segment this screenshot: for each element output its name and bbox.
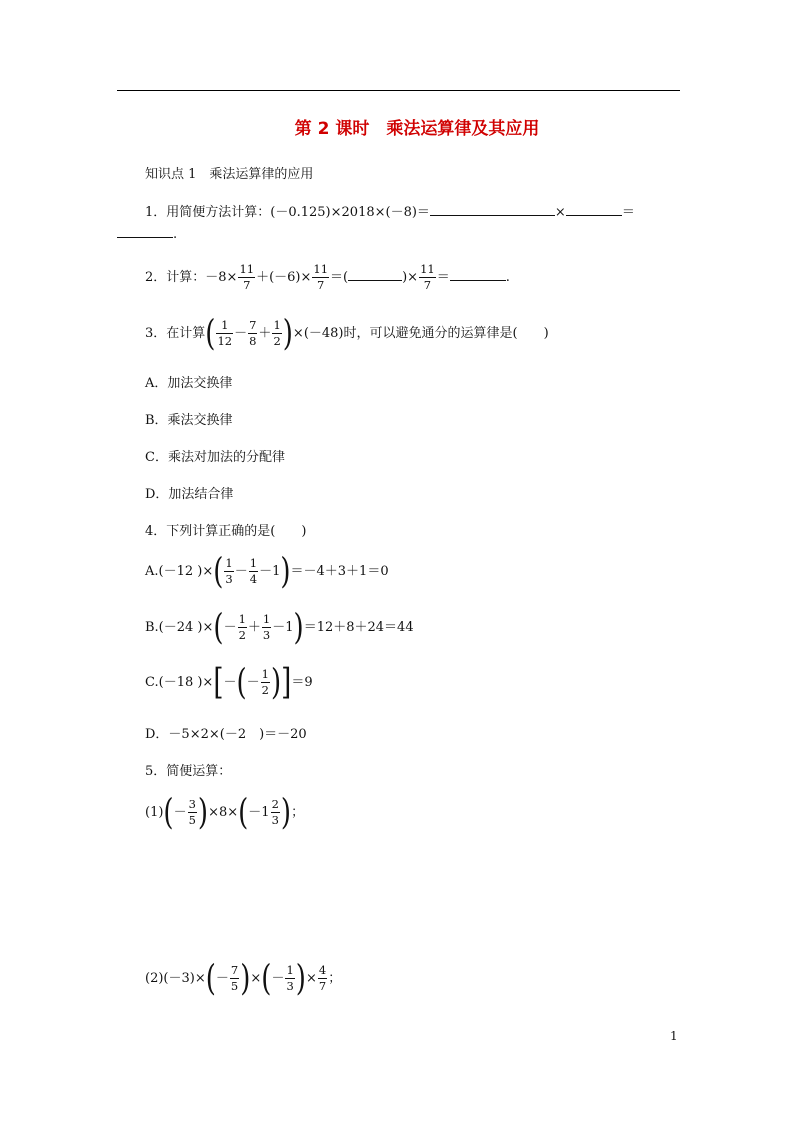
right-paren: ) xyxy=(293,607,304,648)
right-paren: ) xyxy=(280,551,291,592)
fraction: $\frac{1}{3}$ xyxy=(262,612,271,642)
fraction: $\frac{1}{2}$ xyxy=(261,667,269,697)
answer-blank[interactable] xyxy=(566,205,622,216)
question-3: 3．在计算( $\frac{1}{12}$ － $\frac{7}{8}$ ＋ $\frac{1}{2}$ )×(－48)时，可以避免通分的运算律是( ) xyxy=(145,313,549,354)
fraction: $\frac{11}{7}$ xyxy=(313,262,329,292)
answer-blank[interactable] xyxy=(450,270,506,281)
left-paren: ( xyxy=(236,662,247,703)
option-4c: C.(－18 )×[－(－ $\frac{1}{2}$ )]＝9 xyxy=(145,662,313,703)
question-5: 5．简便运算： xyxy=(145,764,232,779)
option-4d: D．－5×2×(－2 )＝－20 xyxy=(145,727,307,742)
option-a: A．加法交换律 xyxy=(145,376,233,391)
question-4: 4．下列计算正确的是( ) xyxy=(145,524,307,539)
option-c: C．乘法对加法的分配律 xyxy=(145,450,285,465)
option-d: D．加法结合律 xyxy=(145,487,234,502)
header-rule xyxy=(117,90,680,91)
right-paren: ) xyxy=(280,792,292,833)
left-paren: ( xyxy=(238,792,249,833)
section-heading: 知识点 1 乘法运算律的应用 xyxy=(145,167,314,182)
fraction: $\frac{1}{3}$ xyxy=(286,963,294,993)
left-paren: ( xyxy=(205,958,216,999)
option-4b: B.(－24 )×(－ $\frac{1}{2}$ ＋ $\frac{1}{3}$ －1)＝12＋8＋24＝44 xyxy=(145,607,414,648)
question-5-part-1: (1)(－ $\frac{3}{5}$ )×8×(－1 $\frac{2}{3}$ )； xyxy=(145,792,305,833)
left-paren: ( xyxy=(213,551,224,592)
fraction: $\frac{1}{2}$ xyxy=(238,612,246,642)
fraction: $\frac{1}{12}$ xyxy=(217,318,233,348)
question-2: 2．计算：－8× $\frac{11}{7}$ ＋(－6)× $\frac{11}{7}$ ＝( )× $\frac{11}{7}$ ＝ . xyxy=(145,262,510,292)
right-paren: ) xyxy=(282,313,293,354)
fraction: $\frac{1}{2}$ xyxy=(273,318,281,348)
fraction: $\frac{11}{7}$ xyxy=(420,262,435,292)
left-bracket: [ xyxy=(213,662,224,703)
left-paren: ( xyxy=(205,313,216,354)
left-paren: ( xyxy=(213,607,224,648)
right-paren: ) xyxy=(240,958,251,999)
answer-blank[interactable] xyxy=(348,270,402,281)
fraction: $\frac{7}{5}$ xyxy=(230,963,239,993)
question-5-part-2: (2)(－3)×(－ $\frac{7}{5}$ )×(－ $\frac{1}{3}$ )× $\frac{4}{7}$ ； xyxy=(145,958,342,999)
right-paren: ) xyxy=(197,792,209,833)
right-bracket: ] xyxy=(281,662,292,703)
fraction: $\frac{1}{4}$ xyxy=(249,556,258,586)
left-paren: ( xyxy=(261,958,272,999)
question-1: 1．用简便方法计算：(－0.125)×2018×(－8)＝ × ＝ xyxy=(145,205,635,220)
option-4a: A.(－12 )×( $\frac{1}{3}$ － $\frac{1}{4}$ －1)＝－4＋3＋1＝0 xyxy=(145,551,389,592)
fraction: $\frac{11}{7}$ xyxy=(239,262,255,292)
fraction: $\frac{7}{8}$ xyxy=(249,318,257,348)
fraction: $\frac{2}{3}$ xyxy=(271,797,279,827)
answer-blank[interactable] xyxy=(430,205,555,216)
page-number: 1 xyxy=(670,1029,678,1043)
question-1-continued: . xyxy=(117,227,177,242)
left-paren: ( xyxy=(163,792,174,833)
fraction: $\frac{1}{3}$ xyxy=(225,556,233,586)
fraction: $\frac{3}{5}$ xyxy=(188,797,196,827)
answer-blank[interactable] xyxy=(117,227,173,238)
fraction: $\frac{4}{7}$ xyxy=(318,963,327,993)
lesson-title: 第 2 课时 乘法运算律及其应用 xyxy=(294,119,540,139)
option-b: B．乘法交换律 xyxy=(145,413,233,428)
right-paren: ) xyxy=(271,662,282,703)
right-paren: ) xyxy=(295,958,306,999)
